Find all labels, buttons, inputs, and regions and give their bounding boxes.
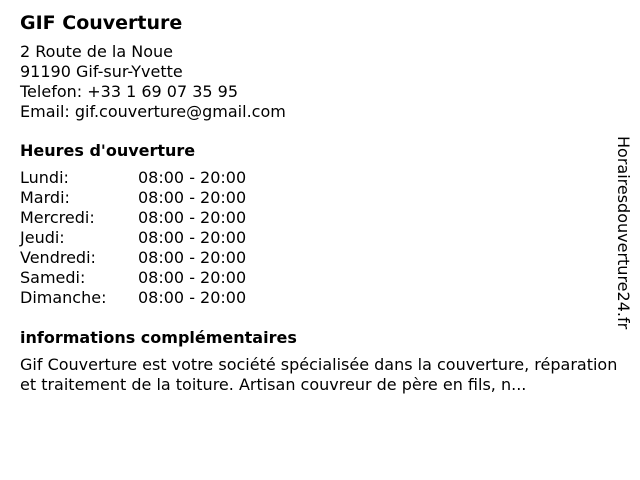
hours-day-label: Lundi: xyxy=(20,168,69,187)
hours-row-jeudi xyxy=(20,228,620,248)
address-line-1: 2 Route de la Noue xyxy=(20,42,173,61)
hours-row-dimanche xyxy=(20,288,620,308)
phone-number: Telefon: +33 1 69 07 35 95 xyxy=(20,82,239,101)
hours-row-vendredi xyxy=(20,248,620,268)
hours-heading: Heures d'ouverture xyxy=(20,141,196,160)
hours-row-lundi xyxy=(20,168,620,188)
hours-time: 08:00 - 20:00 xyxy=(138,208,247,227)
hours-time: 08:00 - 20:00 xyxy=(138,188,247,207)
hours-time: 08:00 - 20:00 xyxy=(138,268,247,287)
hours-row-mardi xyxy=(20,188,620,208)
hours-day-label: Mercredi: xyxy=(20,208,95,227)
hours-time: 08:00 - 20:00 xyxy=(138,168,247,187)
hours-time: 08:00 - 20:00 xyxy=(138,288,247,307)
business-description: Gif Couverture est votre société spécialisée dans la couverture, réparation et traitement de la toiture. Artisan couvreur de père en fils, n... xyxy=(20,355,618,394)
hours-time: 08:00 - 20:00 xyxy=(138,248,247,267)
hours-day-label: Samedi: xyxy=(20,268,86,287)
hours-day-label: Dimanche: xyxy=(20,288,107,307)
business-card xyxy=(20,10,620,395)
hours-day-label: Jeudi: xyxy=(20,228,65,247)
hours-day-label: Mardi: xyxy=(20,188,70,207)
hours-row-mercredi xyxy=(20,208,620,228)
hours-day-label: Vendredi: xyxy=(20,248,96,267)
site-watermark: Horairesdouverture24.fr xyxy=(614,136,633,330)
hours-row-samedi xyxy=(20,268,620,288)
hours-time: 08:00 - 20:00 xyxy=(138,228,247,247)
business-name: GIF Couverture xyxy=(20,12,183,34)
info-heading: informations complémentaires xyxy=(20,328,297,347)
address-line-2: 91190 Gif-sur-Yvette xyxy=(20,62,183,81)
hours-table xyxy=(20,168,620,308)
email-address: Email: gif.couverture@gmail.com xyxy=(20,102,286,121)
